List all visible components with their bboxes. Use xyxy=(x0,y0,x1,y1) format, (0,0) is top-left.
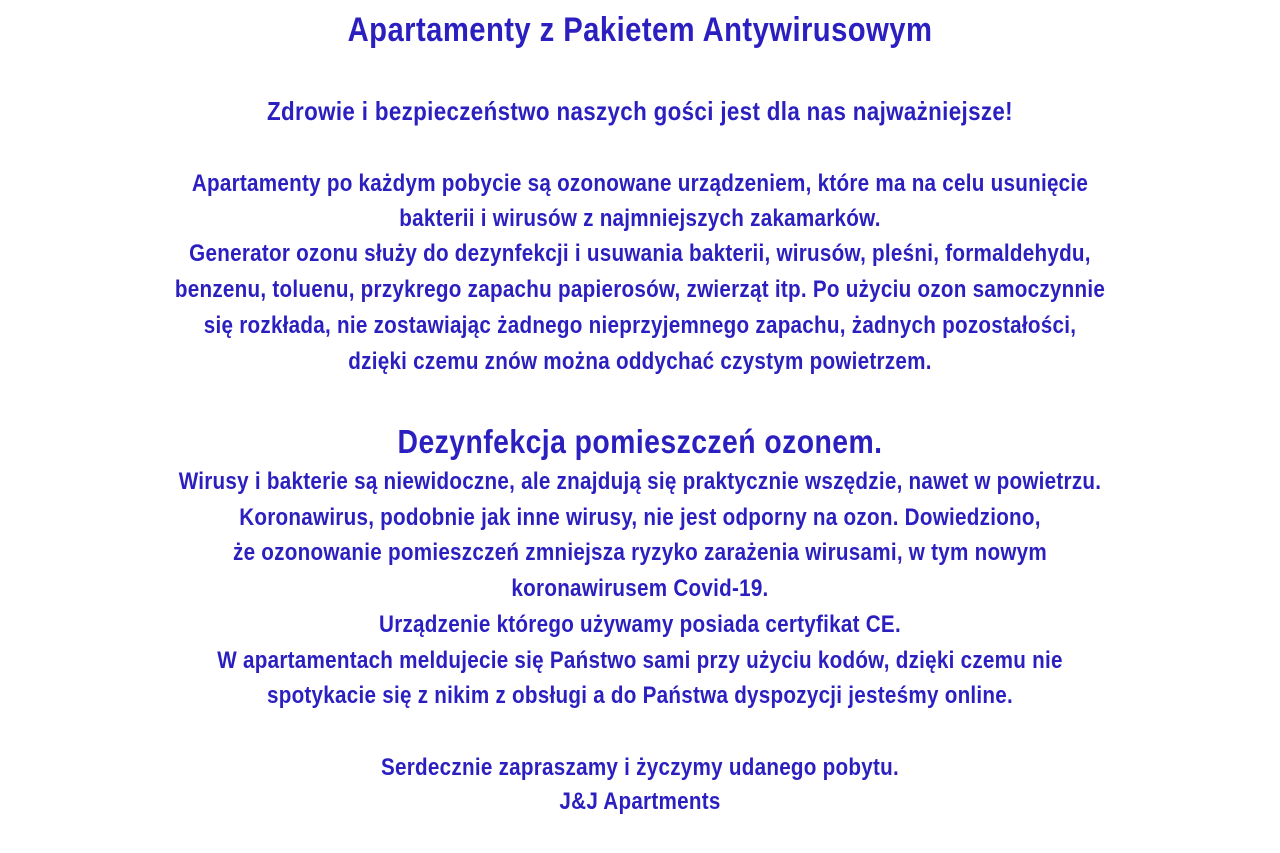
section-line: spotykacie się z nikim z obsługi a do Państwa dyspozycji jesteśmy online. xyxy=(266,682,1014,709)
intro-line: Generator ozonu służy do dezynfekcji i usuwania bakterii, wirusów, pleśni, formaldehydu, xyxy=(189,240,1091,267)
section-line: że ozonowanie pomieszczeń zmniejsza ryzyko zarażenia wirusami, w tym nowym xyxy=(233,539,1047,566)
company-signature: J&J Apartments xyxy=(559,788,721,815)
page-subtitle: Zdrowie i bezpieczeństwo naszych gości jest dla nas najważniejsze! xyxy=(267,96,1013,126)
intro-line: bakterii i wirusów z najmniejszych zakamarków. xyxy=(399,205,881,232)
section-line: Urządzenie którego używamy posiada certyfikat CE. xyxy=(379,611,901,638)
closing-greeting: Serdecznie zapraszamy i życzymy udanego pobytu. xyxy=(381,754,899,781)
intro-line: się rozkłada, nie zostawiając żadnego nieprzyjemnego zapachu, żadnych pozostałości, xyxy=(203,312,1077,339)
intro-line: benzenu, toluenu, przykrego zapachu papierosów, zwierząt itp. Po użyciu ozon samoczynnie xyxy=(174,276,1106,303)
section-line: Wirusy i bakterie są niewidoczne, ale znajdują się praktycznie wszędzie, nawet w powietrzu. xyxy=(178,468,1102,495)
intro-line: Apartamenty po każdym pobycie są ozonowane urządzeniem, które ma na celu usunięcie xyxy=(191,170,1089,197)
intro-line: dzięki czemu znów można oddychać czystym powietrzem. xyxy=(348,348,932,375)
section-line: W apartamentach meldujecie się Państwo sami przy użyciu kodów, dzięki czemu nie xyxy=(217,647,1063,674)
section-line: Koronawirus, podobnie jak inne wirusy, nie jest odporny na ozon. Dowiedziono, xyxy=(239,504,1041,531)
section-heading: Dezynfekcja pomieszczeń ozonem. xyxy=(397,423,883,460)
page-title: Apartamenty z Pakietem Antywirusowym xyxy=(347,11,933,49)
section-line: koronawirusem Covid-19. xyxy=(511,575,769,602)
